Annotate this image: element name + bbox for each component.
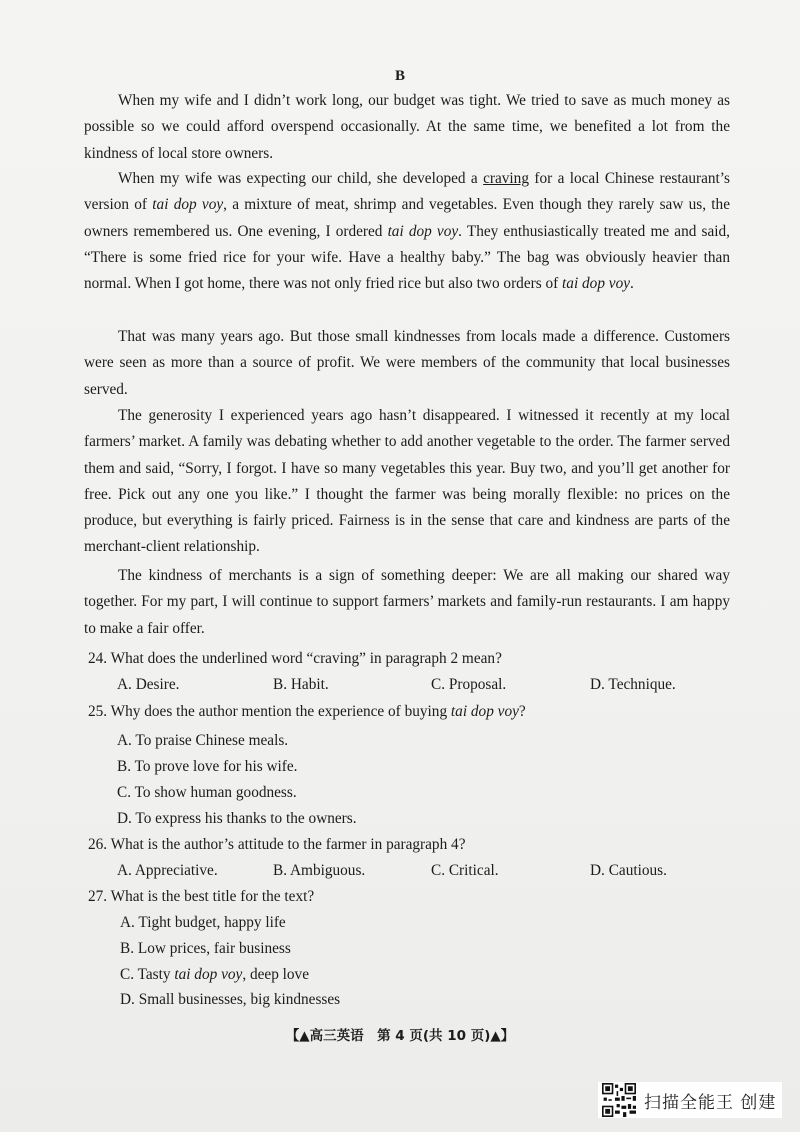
question-26-stem: 26. What is the author’s attitude to the farmer in paragraph 4? bbox=[88, 836, 466, 853]
question-25-option-b[interactable]: B. To prove love for his wife. bbox=[117, 758, 298, 775]
question-26-option-a[interactable]: A. Appreciative. bbox=[117, 862, 218, 879]
scanner-watermark bbox=[598, 1082, 782, 1118]
passage-paragraph-1: When my wife and I didn’t work long, our budget was tight. We tried to save as much money as possible so we could afford overspend occasionally. At the same time, we benefited a lot from the kindness of local store owners. bbox=[84, 92, 730, 162]
qr-code-icon bbox=[602, 1083, 636, 1117]
question-24-option-b[interactable]: B. Habit. bbox=[273, 676, 329, 693]
scanner-label: 扫描全能王 创建 bbox=[644, 1092, 777, 1113]
question-24-stem: 24. What does the underlined word “craving” in paragraph 2 mean? bbox=[88, 650, 502, 667]
question-25-option-d[interactable]: D. To express his thanks to the owners. bbox=[117, 810, 357, 827]
question-25-option-c[interactable]: C. To show human goodness. bbox=[117, 784, 297, 801]
passage-paragraph-3: That was many years ago. But those small kindnesses from locals made a difference. Customers were seen as more than a source of profit. We were members of the community that local businesses served. bbox=[84, 328, 730, 398]
question-27-option-c[interactable]: C. Tasty tai dop voy, deep love bbox=[120, 966, 309, 983]
passage-paragraph-4: The generosity I experienced years ago hasn’t disappeared. I witnessed it recently at my local farmers’ market. A family was debating whether to add another vegetable to the order. The farmer served them and said, “Sorry, I forgot. I have so many vegetables this year. Buy two, and you’ll get another for free. Pick out any one you like.” I thought the farmer was being morally flexible: no prices on the produce, but everything is fairly priced. Fairness is in the sense that care and kindness are parts of the merchant-client relationship. bbox=[84, 407, 730, 556]
question-27-option-b[interactable]: B. Low prices, fair business bbox=[120, 940, 291, 957]
question-25-option-a[interactable]: A. To praise Chinese meals. bbox=[117, 732, 289, 749]
section-heading: B bbox=[394, 68, 405, 84]
question-25-stem: 25. Why does the author mention the experience of buying tai dop voy? bbox=[88, 703, 526, 720]
passage-paragraph-5: The kindness of merchants is a sign of something deeper: We are all making our shared way together. For my part, I will continue to support farmers’ markets and family-run restaurants. I am happy to make a fair offer. bbox=[84, 567, 730, 637]
question-27-option-a[interactable]: A. Tight budget, happy life bbox=[120, 914, 286, 931]
question-26-option-c[interactable]: C. Critical. bbox=[431, 862, 499, 879]
question-26-option-b[interactable]: B. Ambiguous. bbox=[273, 862, 366, 879]
passage-paragraph-2: When my wife was expecting our child, she developed a craving for a local Chinese restaurant’s version of tai dop voy, a mixture of meat, shrimp and vegetables. Even though they rarely saw us, the owners remembered us. One evening, I ordered tai dop voy. They enthusiastically treated me and said, “There is some fried rice for your wife. Have a healthy baby.” The bag was obviously heavier than normal. When I got home, there was not only fried rice but also two orders of tai dop voy. bbox=[84, 170, 731, 293]
question-24-option-a[interactable]: A. Desire. bbox=[117, 676, 180, 693]
page-footer: 【▲高三英语 第 4 页(共 10 页)▲】 bbox=[285, 1028, 515, 1044]
question-26-option-d[interactable]: D. Cautious. bbox=[590, 862, 667, 879]
question-24-option-c[interactable]: C. Proposal. bbox=[431, 676, 507, 693]
question-27-stem: 27. What is the best title for the text? bbox=[88, 888, 315, 905]
question-24-option-d[interactable]: D. Technique. bbox=[590, 676, 676, 693]
question-27-option-d[interactable]: D. Small businesses, big kindnesses bbox=[120, 991, 341, 1008]
